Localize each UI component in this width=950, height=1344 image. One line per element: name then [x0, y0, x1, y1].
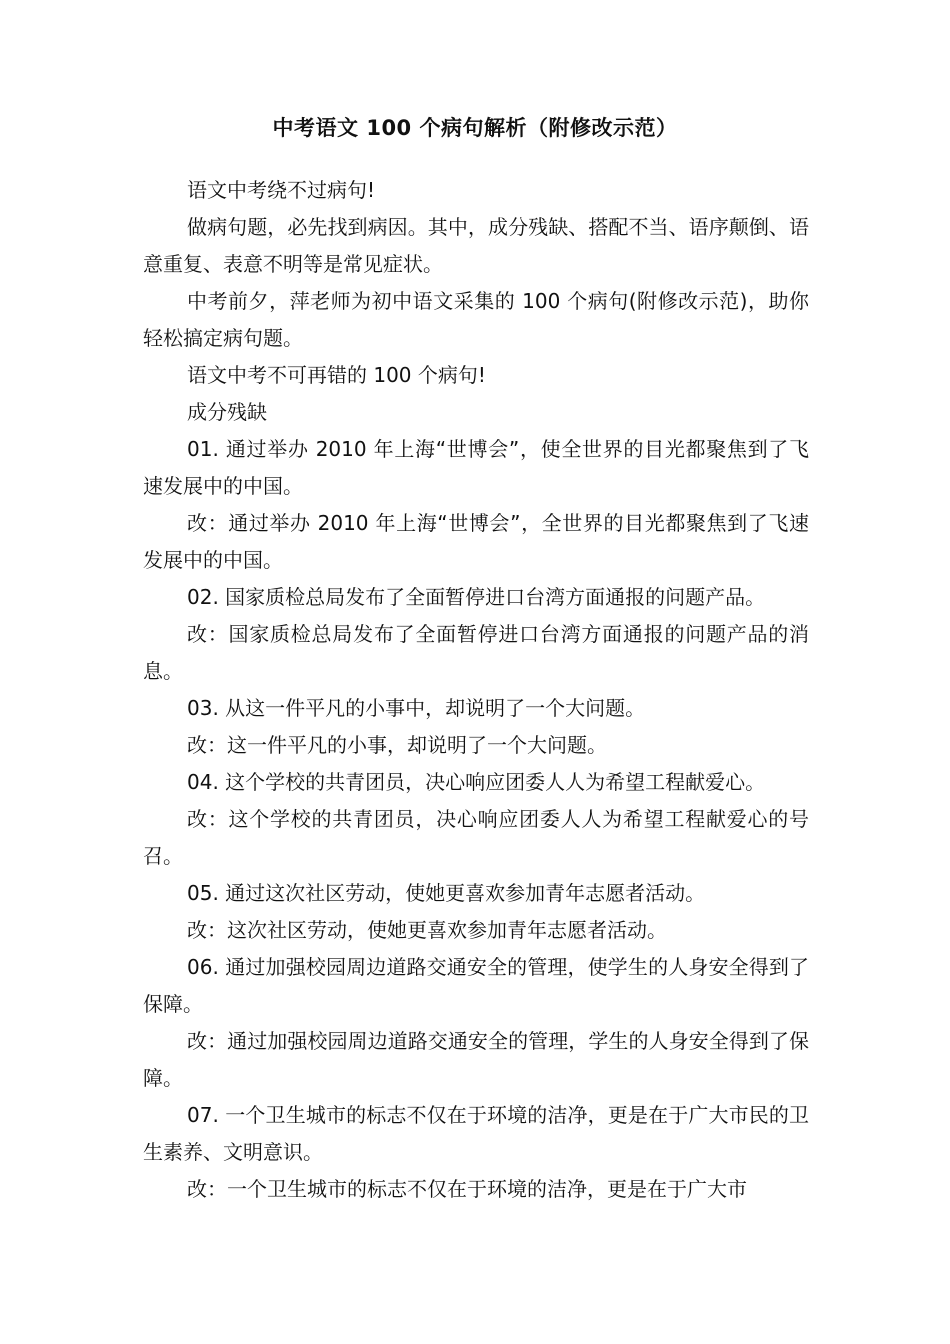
sentence-item: 05. 通过这次社区劳动，使她更喜欢参加青年志愿者活动。 — [187, 881, 706, 905]
correction-item: 改：国家质检总局发布了全面暂停进口台湾方面通报的问题产品的消息。 — [143, 622, 809, 683]
correction-item: 改：一个卫生城市的标志不仅在于环境的洁净，更是在于广大市 — [187, 1177, 747, 1201]
paragraph: 中考前夕，萍老师为初中语文采集的 100 个病句(附修改示范)，助你轻松搞定病句题。 — [143, 289, 809, 350]
correction-item: 改：通过加强校园周边道路交通安全的管理，学生的人身安全得到了保障。 — [143, 1029, 809, 1090]
correction-item: 改：通过举办 2010 年上海“世博会”，全世界的目光都聚焦到了飞速发展中的中国。 — [143, 511, 809, 572]
paragraph: 做病句题，必先找到病因。其中，成分残缺、搭配不当、语序颠倒、语意重复、表意不明等是常见症状。 — [143, 215, 809, 276]
document-title: 中考语文 100 个病句解析（附修改示范） — [272, 116, 678, 140]
sentence-item: 03. 从这一件平凡的小事中，却说明了一个大问题。 — [187, 696, 646, 720]
paragraph: 语文中考不可再错的 100 个病句! — [187, 363, 486, 387]
section-heading: 成分残缺 — [187, 400, 267, 424]
correction-item: 改：这个学校的共青团员，决心响应团委人人为希望工程献爱心的号召。 — [143, 807, 809, 868]
sentence-item: 06. 通过加强校园周边道路交通安全的管理，使学生的人身安全得到了保障。 — [143, 955, 809, 1016]
sentence-item: 01. 通过举办 2010 年上海“世博会”，使全世界的目光都聚焦到了飞速发展中的中国。 — [143, 437, 809, 498]
sentence-item: 02. 国家质检总局发布了全面暂停进口台湾方面通报的问题产品。 — [187, 585, 766, 609]
sentence-item: 04. 这个学校的共青团员，决心响应团委人人为希望工程献爱心。 — [187, 770, 766, 794]
sentence-item: 07. 一个卫生城市的标志不仅在于环境的洁净，更是在于广大市民的卫生素养、文明意识。 — [143, 1103, 809, 1164]
paragraph: 语文中考绕不过病句! — [187, 178, 376, 202]
correction-item: 改：这次社区劳动，使她更喜欢参加青年志愿者活动。 — [187, 918, 667, 942]
correction-item: 改：这一件平凡的小事，却说明了一个大问题。 — [187, 733, 607, 757]
document-body — [143, 172, 809, 1208]
